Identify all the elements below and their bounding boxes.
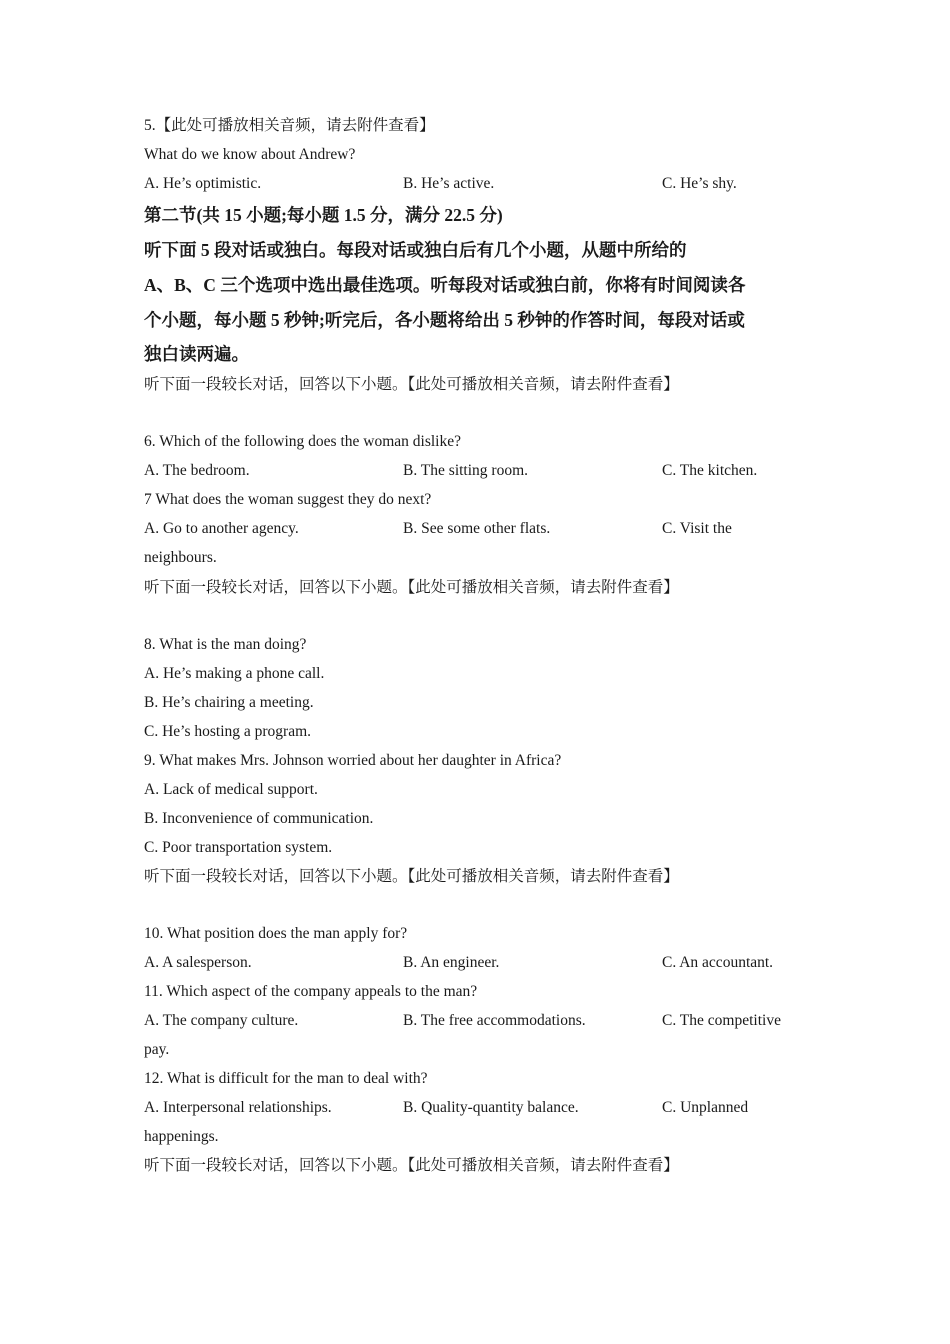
q5-option-c: C. He’s shy. — [662, 175, 737, 192]
q11-question: 11. Which aspect of the company appeals to the man? — [144, 983, 478, 1000]
q6-option-b: B. The sitting room. — [403, 462, 529, 479]
q7-option-a: A. Go to another agency. — [144, 520, 299, 537]
q11-option-a: A. The company culture. — [144, 1012, 299, 1029]
q7-option-c-continued: neighbours. — [144, 549, 217, 566]
q8-option-a: A. He’s making a phone call. — [144, 665, 325, 682]
section2-instruction-line-4: 独白读两遍。 — [144, 344, 249, 364]
q12-option-b: B. Quality-quantity balance. — [403, 1099, 579, 1116]
q10-option-c: C. An accountant. — [662, 954, 774, 971]
q9-option-c: C. Poor transportation system. — [144, 839, 333, 856]
q5-option-a: A. He’s optimistic. — [144, 175, 262, 192]
section2-instruction-line-1: 听下面 5 段对话或独白。每段对话或独白后有几个小题，从题中所给的 — [144, 240, 687, 260]
q11-option-b: B. The free accommodations. — [403, 1012, 586, 1029]
q9-option-b: B. Inconvenience of communication. — [144, 810, 374, 827]
q10-question: 10. What position does the man apply for? — [144, 925, 408, 942]
q12-question: 12. What is difficult for the man to deal with? — [144, 1070, 428, 1087]
dialog-prompt-3: 听下面一段较长对话，回答以下小题。【此处可播放相关音频，请去附件查看】 — [144, 868, 679, 885]
q11-option-c-continued: pay. — [144, 1041, 170, 1058]
q9-question: 9. What makes Mrs. Johnson worried about her daughter in Africa? — [144, 752, 562, 769]
section2-title: 第二节(共 15 小题;每小题 1.5 分，满分 22.5 分) — [144, 205, 503, 225]
q7-option-c: C. Visit the — [662, 520, 732, 537]
q6-option-c: C. The kitchen. — [662, 462, 758, 479]
q8-question: 8. What is the man doing? — [144, 636, 307, 653]
q7-question: 7 What does the woman suggest they do next? — [144, 491, 432, 508]
dialog-prompt-4: 听下面一段较长对话，回答以下小题。【此处可播放相关音频，请去附件查看】 — [144, 1157, 679, 1174]
q6-option-a: A. The bedroom. — [144, 462, 250, 479]
q10-option-b: B. An engineer. — [403, 954, 500, 971]
q7-option-b: B. See some other flats. — [403, 520, 551, 537]
q6-question: 6. Which of the following does the woman dislike? — [144, 433, 461, 450]
q8-option-b: B. He’s chairing a meeting. — [144, 694, 314, 711]
q12-option-c-continued: happenings. — [144, 1128, 219, 1145]
q11-option-c: C. The competitive — [662, 1012, 781, 1029]
dialog-prompt-1: 听下面一段较长对话，回答以下小题。【此处可播放相关音频，请去附件查看】 — [144, 376, 679, 393]
q12-option-c: C. Unplanned — [662, 1099, 749, 1116]
q9-option-a: A. Lack of medical support. — [144, 781, 318, 798]
section2-instruction-line-3: 个小题，每小题 5 秒钟;听完后，各小题将给出 5 秒钟的作答时间，每段对话或 — [144, 310, 745, 330]
q12-option-a: A. Interpersonal relationships. — [144, 1099, 332, 1116]
section2-instruction-line-2: A、B、C 三个选项中选出最佳选项。听每段对话或独白前，你将有时间阅读各 — [144, 275, 746, 295]
q8-option-c: C. He’s hosting a program. — [144, 723, 312, 740]
q5-header: 5.【此处可播放相关音频，请去附件查看】 — [144, 117, 435, 134]
q10-option-a: A. A salesperson. — [144, 954, 252, 971]
q5-question: What do we know about Andrew? — [144, 146, 356, 163]
q5-option-b: B. He’s active. — [403, 175, 495, 192]
dialog-prompt-2: 听下面一段较长对话，回答以下小题。【此处可播放相关音频，请去附件查看】 — [144, 579, 679, 596]
